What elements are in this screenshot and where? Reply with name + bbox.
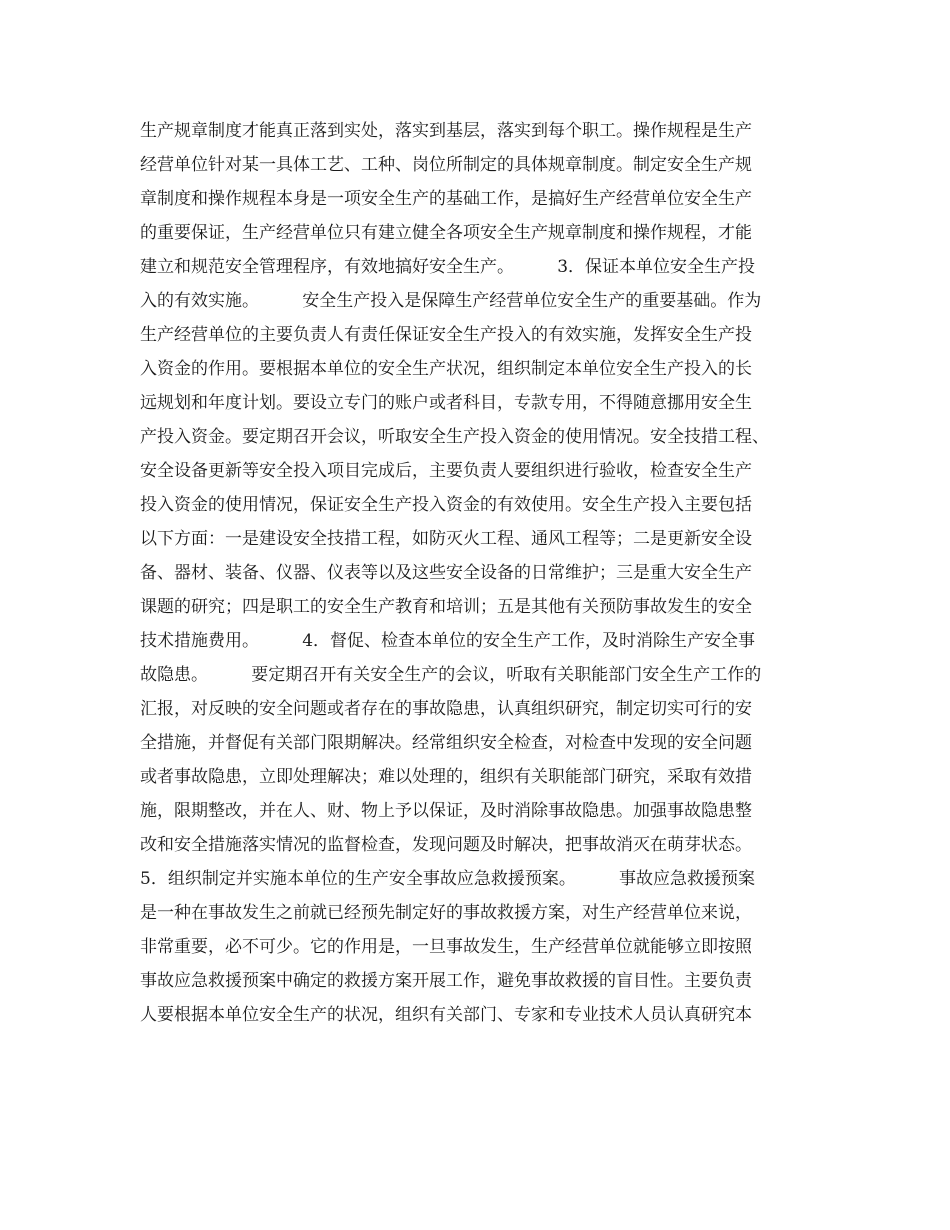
text-line: 施，限期整改，并在人、财、物上予以保证，及时消除事故隐患。加强事故隐患整 [140,801,752,821]
text-line: 汇报，对反映的安全问题或者存在的事故隐患，认真组织研究，制定切实可行的安 [140,699,752,719]
text-line: 课题的研究；四是职工的安全生产教育和培训；五是其他有关预防事故发生的安全 [140,597,752,617]
text-line: 入资金的作用。要根据本单位的安全生产状况，组织制定本单位安全生产投入的长 [140,359,752,379]
text-line: 远规划和年度计划。要设立专门的账户或者科目，专款专用，不得随意挪用安全生 [140,393,752,413]
text-line: 的重要保证，生产经营单位只有建立健全各项安全生产规章制度和操作规程，才能 [140,223,752,243]
text-line: 全措施，并督促有关部门限期解决。经常组织安全检查，对检查中发现的安全问题 [140,733,752,753]
text-line: 或者事故隐患，立即处理解决；难以处理的，组织有关职能部门研究，采取有效措 [140,767,752,787]
text-line: 产投入资金。要定期召开会议，听取安全生产投入资金的使用情况。安全技措工程、 [140,427,769,447]
text-line: 是一种在事故发生之前就已经预先制定好的事故救援方案，对生产经营单位来说， [140,903,752,923]
text-line: 故隐患。 要定期召开有关安全生产的会议，听取有关职能部门安全生产工作的 [140,665,762,685]
text-line: 以下方面：一是建设安全技措工程，如防灭火工程、通风工程等；二是更新安全设 [140,529,752,549]
text-line: 投入资金的使用情况，保证安全生产投入资金的有效使用。安全生产投入主要包括 [140,495,752,515]
text-line: 改和安全措施落实情况的监督检查，发现问题及时解决，把事故消灭在萌芽状态。 [140,835,752,855]
text-line: 人要根据本单位安全生产的状况，组织有关部门、专家和专业技术人员认真研究本 [140,1005,752,1025]
text-line: 入的有效实施。 安全生产投入是保障生产经营单位安全生产的重要基础。作为 [140,291,762,311]
text-line: 章制度和操作规程本身是一项安全生产的基础工作，是搞好生产经营单位安全生产 [140,189,752,209]
text-line: 技术措施费用。 4．督促、检查本单位的安全生产工作，及时消除生产安全事 [140,631,756,651]
text-line: 经营单位针对某一具体工艺、工种、岗位所制定的具体规章制度。制定安全生产规 [140,155,752,175]
text-line: 建立和规范安全管理程序，有效地搞好安全生产。 3．保证本单位安全生产投 [140,257,756,277]
text-line: 事故应急救援预案中确定的救援方案开展工作，避免事故救援的盲目性。主要负责 [140,971,752,991]
text-line: 安全设备更新等安全投入项目完成后，主要负责人要组织进行验收，检查安全生产 [140,461,752,481]
body-text [140,114,820,1032]
text-line: 5．组织制定并实施本单位的生产安全事故应急救援预案。 事故应急救援预案 [140,869,756,889]
text-line: 生产经营单位的主要负责人有责任保证安全生产投入的有效实施，发挥安全生产投 [140,325,752,345]
text-line: 非常重要，必不可少。它的作用是，一旦事故发生，生产经营单位就能够立即按照 [140,937,752,957]
text-line: 生产规章制度才能真正落到实处，落实到基层，落实到每个职工。操作规程是生产 [140,121,752,141]
text-line: 备、器材、装备、仪器、仪表等以及这些安全设备的日常维护；三是重大安全生产 [140,563,752,583]
